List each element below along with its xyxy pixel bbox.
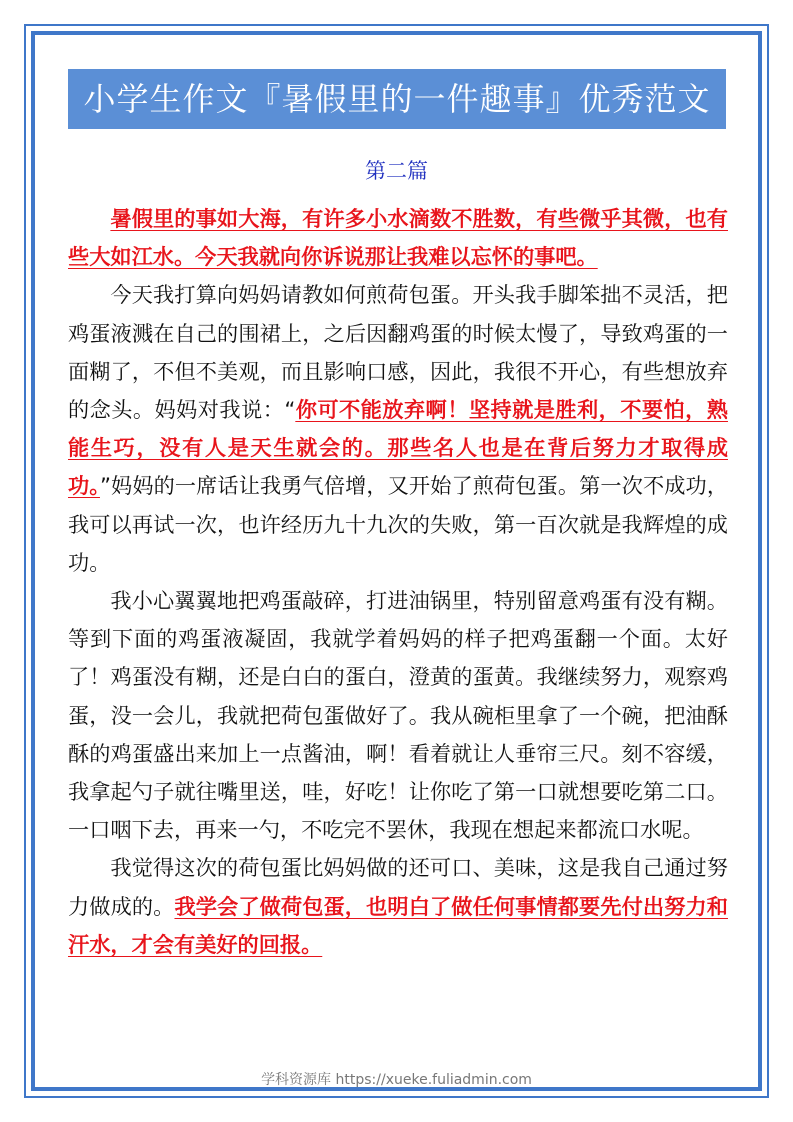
paragraph-intro — [68, 200, 728, 276]
paragraph-text: ”妈妈的一席话让我勇气倍增，又开始了煎荷包蛋。第一次不成功，我可以再试一次，也许经历九十九次的失败，第一百次就是我辉煌的成功。 — [68, 473, 729, 575]
paragraph-text: 今天我打算向妈妈请教如何煎荷包蛋。开头我手脚笨拙不灵活，把鸡蛋液溅在自己的围裙上，之后因翻鸡蛋的时候太慢了，导致鸡蛋的一面糊了，不但不美观，而且影响口感，因此，我很不开心，有些想放弃的念头。妈妈对我说：“ — [68, 282, 728, 423]
mother-quote-highlight: 你可不能放弃啊！坚持就是胜利，不要怕，熟能生巧，没有人是天生就会的。那些名人也是在背后努力才取得成功。 — [68, 397, 728, 499]
paragraph-text: 我小心翼翼地把鸡蛋敲碎，打进油锅里，特别留意鸡蛋有没有糊。等到下面的鸡蛋液凝固，我就学着妈妈的样子把鸡蛋翻一个面。太好了！鸡蛋没有糊，还是白白的蛋白，澄黄的蛋黄。我继续努力，观察鸡蛋，没一会儿，我就把荷包蛋做好了。我从碗柜里拿了一个碗，把油酥酥的鸡蛋盛出来加上一点酱油，啊！看着就让人垂帘三尺。刻不容缓，我拿起勺子就往嘴里送，哇，好吃！让你吃了第一口就想要吃第二口。一口咽下去，再来一勺，不吃完不罢休，我现在想起来都流口水呢。 — [68, 588, 728, 843]
intro-highlight: 暑假里的事如大海，有许多小水滴数不胜数，有些微乎其微，也有些大如江水。今天我就向你诉说那让我难以忘怀的事吧。 — [68, 206, 728, 270]
footer-source: 学科资源库 https://xueke.fuliadmin.com — [261, 1072, 532, 1088]
section-heading: 第二篇 — [365, 159, 428, 183]
conclusion-highlight: 我学会了做荷包蛋，也明白了做任何事情都要先付出努力和汗水，才会有美好的回报。 — [68, 893, 728, 957]
paragraph-cooking-attempt — [68, 276, 728, 582]
essay-body — [68, 200, 728, 964]
paragraph-success — [68, 582, 728, 849]
paragraph-text: 我觉得这次的荷包蛋比妈妈做的还可口、美味，这是我自己通过努力做成的。 — [68, 855, 728, 919]
document-title: 小学生作文『暑假里的一件趣事』优秀范文 — [68, 69, 726, 129]
paragraph-conclusion — [68, 849, 728, 964]
